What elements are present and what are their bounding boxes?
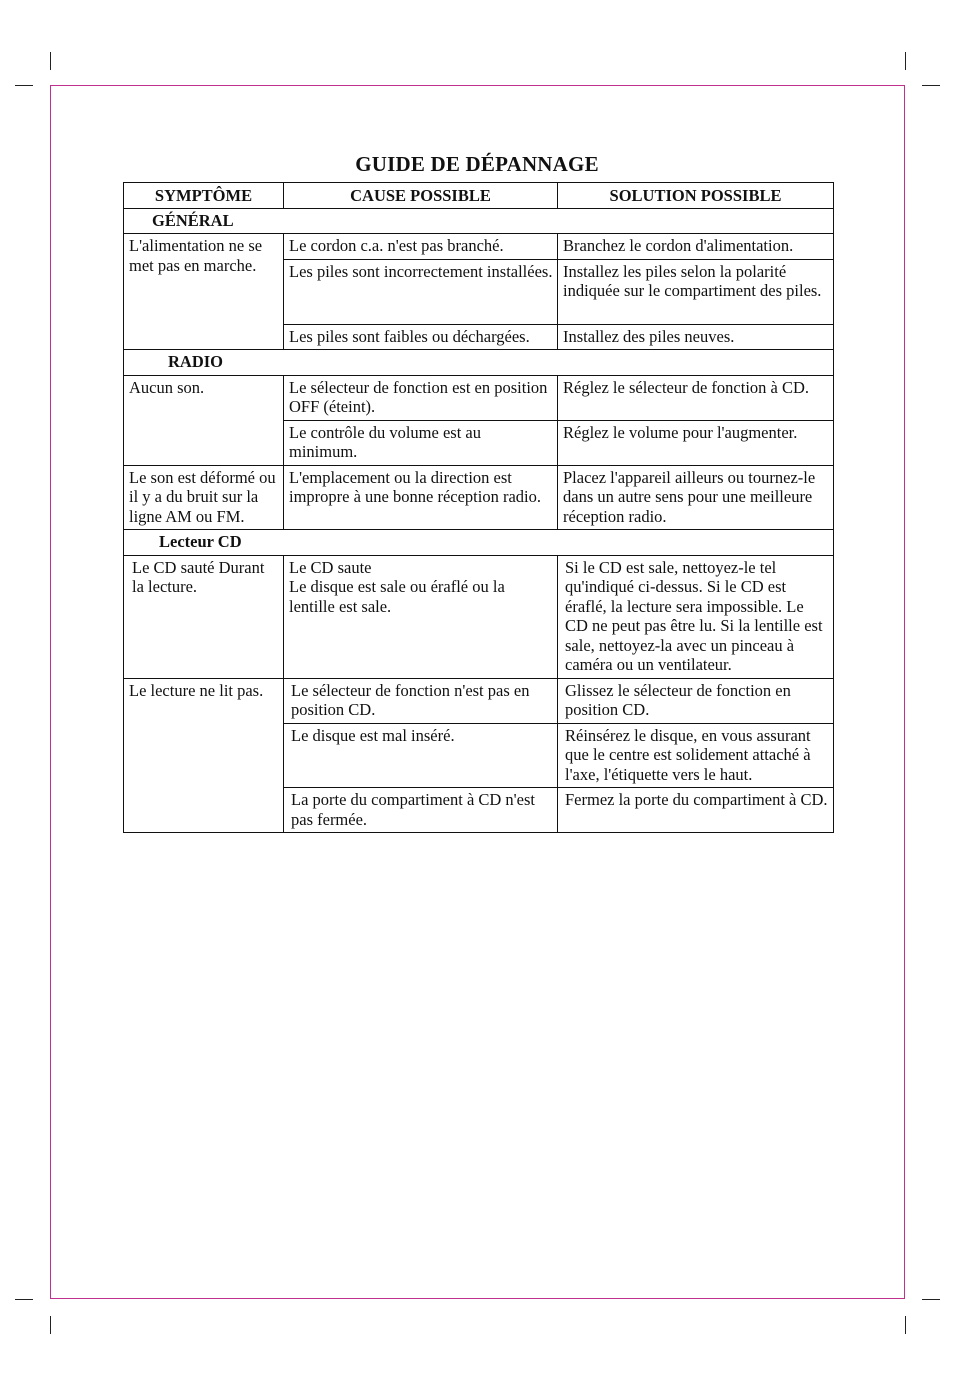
table-row	[124, 234, 834, 260]
cause-cell: Les piles sont faibles ou déchargées.	[284, 324, 558, 350]
solution-cell: Réglez le sélecteur de fonction à CD.	[558, 375, 834, 420]
section-cd: Lecteur CD	[124, 530, 834, 556]
table-row	[124, 678, 834, 723]
crop-mark	[905, 52, 906, 70]
crop-mark	[15, 85, 33, 86]
solution-cell: Si le CD est sale, nettoyez-le tel qu'indiqué ci-dessus. Si le CD est éraflé, la lecture sera impossible. Le CD ne peut pas être lu. Si la lentille est sale, nettoyez-la avec un pinceau à caméra ou un ventilateur.	[558, 555, 834, 678]
crop-mark	[50, 52, 51, 70]
solution-cell: Réglez le volume pour l'augmenter.	[558, 420, 834, 465]
troubleshooting-table	[123, 182, 834, 833]
crop-mark	[15, 1299, 33, 1300]
section-row	[124, 530, 834, 556]
solution-cell: Installez les piles selon la polarité indiquée sur le compartiment des piles.	[558, 259, 834, 324]
cause-cell: La porte du compartiment à CD n'est pas fermée.	[284, 788, 558, 833]
crop-mark	[922, 1299, 940, 1300]
symptom-cell: Le son est déformé ou il y a du bruit sur la ligne AM ou FM.	[124, 465, 284, 530]
solution-cell: Installez des piles neuves.	[558, 324, 834, 350]
cause-cell: Les piles sont incorrectement installées.	[284, 259, 558, 324]
table-row	[124, 465, 834, 530]
table-header-row	[124, 183, 834, 209]
header-symptom: SYMPTÔME	[124, 183, 284, 209]
cause-cell: Le sélecteur de fonction n'est pas en position CD.	[284, 678, 558, 723]
cause-cell: L'emplacement ou la direction est impropre à une bonne réception radio.	[284, 465, 558, 530]
crop-mark	[922, 85, 940, 86]
symptom-cell: Le lecture ne lit pas.	[124, 678, 284, 833]
symptom-cell: Aucun son.	[124, 375, 284, 465]
cause-cell: Le contrôle du volume est au minimum.	[284, 420, 558, 465]
crop-mark	[905, 1316, 906, 1334]
solution-cell: Glissez le sélecteur de fonction en position CD.	[558, 678, 834, 723]
symptom-cell: Le CD sauté Durant la lecture.	[124, 555, 284, 678]
section-row	[124, 350, 834, 376]
cause-cell: Le cordon c.a. n'est pas branché.	[284, 234, 558, 260]
section-radio: RADIO	[124, 350, 834, 376]
solution-cell: Placez l'appareil ailleurs ou tournez-le dans un autre sens pour une meilleure réception radio.	[558, 465, 834, 530]
cause-cell: Le CD saute Le disque est sale ou éraflé ou la lentille est sale.	[284, 555, 558, 678]
solution-cell: Réinsérez le disque, en vous assurant que le centre est solidement attaché à l'axe, l'étiquette vers le haut.	[558, 723, 834, 788]
table-row	[124, 375, 834, 420]
cause-cell: Le disque est mal inséré.	[284, 723, 558, 788]
cause-cell: Le sélecteur de fonction est en position OFF (éteint).	[284, 375, 558, 420]
section-general: GÉNÉRAL	[124, 208, 834, 234]
header-cause: CAUSE POSSIBLE	[284, 183, 558, 209]
header-solution: SOLUTION POSSIBLE	[558, 183, 834, 209]
symptom-cell: L'alimentation ne se met pas en marche.	[124, 234, 284, 350]
solution-cell: Fermez la porte du compartiment à CD.	[558, 788, 834, 833]
solution-cell: Branchez le cordon d'alimentation.	[558, 234, 834, 260]
section-row	[124, 208, 834, 234]
crop-mark	[50, 1316, 51, 1334]
page-title: GUIDE DE DÉPANNAGE	[355, 152, 599, 176]
table-row	[124, 555, 834, 678]
